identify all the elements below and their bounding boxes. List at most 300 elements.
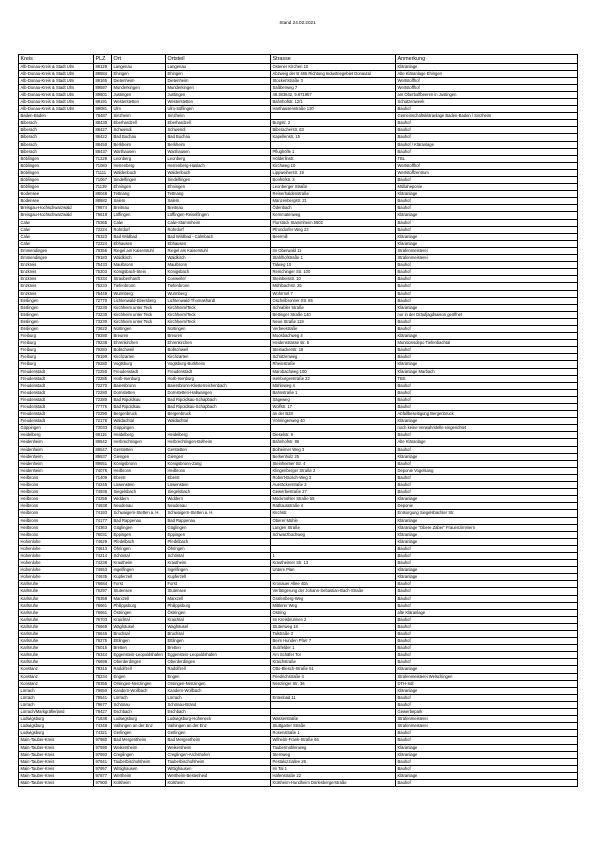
anmerkung-cell: Müllaheponie	[396, 184, 578, 191]
strasse-cell: 48.383642, 9.671957	[271, 91, 396, 98]
kreis-cell: Freiburg	[19, 354, 94, 361]
ort-cell: Calw	[112, 219, 166, 226]
kreis-cell: Main-Tauber-Kreis	[19, 751, 94, 758]
anmerkung-cell: am Oberbolfbeeren in Justingen	[396, 91, 578, 98]
kreis-cell: Freudenstadt	[19, 389, 94, 396]
anmerkung-cell: Bauhof	[396, 730, 578, 737]
plz-cell: 88422	[94, 134, 112, 141]
table-row	[19, 524, 578, 531]
ortsteil-cell: Löwenstein	[166, 482, 271, 489]
kreis-cell: Baden-Baden	[19, 113, 94, 120]
plz-cell: 89542	[94, 439, 112, 446]
ortsteil-cell: Ulm-Söflingen	[166, 106, 271, 113]
plz-cell: 72224	[94, 240, 112, 247]
ort-cell: Baiersbronn	[112, 382, 166, 389]
anmerkung-cell: Bauhof	[396, 325, 578, 332]
strasse-cell	[271, 701, 396, 708]
anmerkung-cell: Kläranlage	[396, 744, 578, 751]
anmerkung-cell: Entsorgung Siegelsbachter Str.	[396, 510, 578, 517]
anmerkung-cell: Schützenweek	[396, 98, 578, 105]
ortsteil-cell: Creglingen-Archshofen	[166, 751, 271, 758]
plz-cell: 73230	[94, 318, 112, 325]
ortsteil-cell: Krautheim	[166, 560, 271, 567]
ort-cell: Breuren	[112, 333, 166, 340]
column-header-ortsteil: Ortsteil	[166, 55, 271, 64]
anmerkung-cell: Bauhof	[396, 404, 578, 411]
kreis-cell: Konstanz	[19, 666, 94, 673]
table-row	[19, 198, 578, 205]
plz-cell: 75203	[94, 269, 112, 276]
plz-cell: 72285	[94, 375, 112, 382]
table-row	[19, 701, 578, 708]
kreis-cell: Breisgau-Hochschwarzwald	[19, 205, 94, 212]
kreis-cell: Karlsruhe	[19, 659, 94, 666]
anmerkung-cell: Bauhof	[396, 347, 578, 354]
plz-cell: 73230	[94, 311, 112, 318]
anmerkung-cell: Bauhof	[396, 290, 578, 297]
anmerkung-cell: Kläranlage Marbach	[396, 368, 578, 375]
anmerkung-cell: Bauhof	[396, 148, 578, 155]
strasse-cell: Kronauer Allee 40a	[271, 581, 396, 588]
table-row	[19, 609, 578, 616]
plz-cell: 74635	[94, 574, 112, 581]
plz-cell: 89165	[94, 77, 112, 84]
kreis-cell: Alb-Donau-Kreis & Stadt Ulm	[19, 63, 94, 70]
strasse-cell	[271, 538, 396, 545]
kreis-cell: Ludwigsburg	[19, 716, 94, 723]
ort-cell: Wurmberg	[112, 290, 166, 297]
anmerkung-cell: Kläranlage "Obere Zaber" Frauenzimmern	[396, 524, 578, 531]
ortsteil-cell: Langenau	[166, 63, 271, 70]
ort-cell: Pfedelbach	[112, 538, 166, 545]
table-row	[19, 354, 578, 361]
plz-cell: 71111	[94, 169, 112, 176]
table-row	[19, 290, 578, 297]
ortsteil-cell: Herrenberg-Haslach	[166, 162, 271, 169]
strasse-cell: Stutenweg 18	[271, 623, 396, 630]
anmerkung-cell: Bauhof	[396, 382, 578, 389]
kreis-cell: Enzkreis	[19, 276, 94, 283]
table-row	[19, 418, 578, 425]
ort-cell: Gerstetten	[112, 446, 166, 453]
kreis-cell: Alb-Donau-Kreis & Stadt Ulm	[19, 77, 94, 84]
ortsteil-cell: Königsbronn-Zang	[166, 460, 271, 467]
anmerkung-cell: Wertstoffzentrum	[396, 169, 578, 176]
plz-cell: 71638	[94, 716, 112, 723]
table-row	[19, 283, 578, 290]
kreis-cell: Main-Tauber-Kreis	[19, 737, 94, 744]
table-row	[19, 545, 578, 552]
anmerkung-cell: Bauhof	[396, 659, 578, 666]
table-row	[19, 751, 578, 758]
table-row	[19, 404, 578, 411]
table-row	[19, 191, 578, 198]
anmerkung-cell: Bauhof	[396, 297, 578, 304]
table-row	[19, 623, 578, 630]
kreis-cell: Karlsruhe	[19, 638, 94, 645]
plz-cell: 89547	[94, 446, 112, 453]
table-row	[19, 567, 578, 574]
ort-cell: Eppingen	[112, 531, 166, 538]
anmerkung-cell: Bauhof	[396, 645, 578, 652]
kreis-cell: Freiburg	[19, 361, 94, 368]
anmerkung-cell: Kläranlage	[396, 361, 578, 368]
strasse-cell: Taubermühlenweg	[271, 744, 396, 751]
ort-cell: Lörrach	[112, 694, 166, 701]
plz-cell: 74321	[94, 730, 112, 737]
ort-cell: Wittighausen	[112, 765, 166, 772]
ort-cell: Freudenstadt	[112, 368, 166, 375]
ort-cell: Dornstetten	[112, 389, 166, 396]
kreis-cell: Biberach	[19, 148, 94, 155]
kreis-cell: Karlsruhe	[19, 631, 94, 638]
strasse-cell: Lippweiherstr. 19	[271, 169, 396, 176]
table-row	[19, 496, 578, 503]
kreis-cell: Alb-Donau-Kreis & Stadt Ulm	[19, 84, 94, 91]
strasse-cell: Talweg 10	[271, 262, 396, 269]
table-row	[19, 737, 578, 744]
table-row	[19, 446, 578, 453]
table-row	[19, 311, 578, 318]
strasse-cell: Ostener Kirchen 10	[271, 63, 396, 70]
ort-cell: Eberhardzell	[112, 120, 166, 127]
anmerkung-cell: Alte Kläranlage Ehingen	[396, 70, 578, 77]
plz-cell: 69115	[94, 432, 112, 439]
kreis-cell: Heilbronn	[19, 503, 94, 510]
strasse-cell: Am Schäfer Tor	[271, 652, 396, 659]
kreis-cell: Freudenstadt	[19, 418, 94, 425]
plz-cell: 78355	[94, 680, 112, 687]
ortsteil-cell: Neudenau	[166, 503, 271, 510]
plz-cell: 76661	[94, 602, 112, 609]
ortsteil-cell	[166, 425, 271, 432]
table-row	[19, 276, 578, 283]
table-row	[19, 638, 578, 645]
ort-cell: Oberderdingen	[112, 659, 166, 666]
plz-cell: 88437	[94, 148, 112, 155]
table-row	[19, 269, 578, 276]
plz-cell: 76669	[94, 623, 112, 630]
plz-cell: 97957	[94, 765, 112, 772]
anmerkung-cell: Bauhof	[396, 623, 578, 630]
table-row	[19, 694, 578, 701]
ortsteil-cell: Oberderdingen	[166, 659, 271, 666]
plz-cell: 72178	[94, 418, 112, 425]
kreis-cell: Biberach	[19, 134, 94, 141]
table-row	[19, 127, 578, 134]
kreis-cell: Heilbronn	[19, 474, 94, 481]
anmerkung-cell: Bauhof	[396, 545, 578, 552]
strasse-cell: Remchinger Str. 100	[271, 269, 396, 276]
ortsteil-cell: Lichtenwald-Thomashardt	[166, 297, 271, 304]
ortsteil-cell: Kirchheim/Teck	[166, 311, 271, 318]
ort-cell: Kupferzell	[112, 574, 166, 581]
plz-cell: 73622	[94, 325, 112, 332]
table-row	[19, 673, 578, 680]
anmerkung-cell: Bauhof	[396, 226, 578, 233]
table-row	[19, 318, 578, 325]
anmerkung-cell: Kläranlage	[396, 517, 578, 524]
anmerkung-cell: Bauhof	[396, 652, 578, 659]
kreis-cell: Calw	[19, 219, 94, 226]
anmerkung-cell: Bauhof	[396, 581, 578, 588]
ort-cell: Bad Mergentheim	[112, 737, 166, 744]
anmerkung-cell: Kläranlage	[396, 212, 578, 219]
table-row	[19, 723, 578, 730]
kreis-cell: Heidenheim	[19, 460, 94, 467]
table-row	[19, 77, 578, 84]
strasse-cell: Bahnhofstr. 86	[271, 439, 396, 446]
strasse-cell: Schützenweg	[271, 354, 396, 361]
ortsteil-cell: Berkheim	[166, 141, 271, 148]
ort-cell: Löffingen	[112, 212, 166, 219]
kreis-cell: Biberach	[19, 141, 94, 148]
plz-cell: 79356	[94, 247, 112, 254]
plz-cell: 76684	[94, 581, 112, 588]
kreis-cell: Freudenstadt	[19, 382, 94, 389]
kreis-cell: Main-Tauber-Kreis	[19, 744, 94, 751]
ortsteil-cell: Waldenbuch	[166, 169, 271, 176]
ort-cell: Kirchheim unter Teck	[112, 318, 166, 325]
kreis-cell: Hohenlohe	[19, 538, 94, 545]
ortsteil-cell: Schwendi	[166, 127, 271, 134]
ort-cell: Salem	[112, 198, 166, 205]
ortsteil-cell: Öhringen	[166, 545, 271, 552]
strasse-cell: Grafenberg-Weg	[271, 595, 396, 602]
table-row	[19, 453, 578, 460]
kreis-cell: Biberach	[19, 120, 94, 127]
ortsteil-cell: Ingelfingen	[166, 567, 271, 574]
ort-cell: Schöntal	[112, 552, 166, 559]
anmerkung-cell: Wertstoffhof	[396, 77, 578, 84]
ortsteil-cell: Weikersheim	[166, 744, 271, 751]
table-row	[19, 560, 578, 567]
kreis-cell: Karlsruhe	[19, 652, 94, 659]
table-row	[19, 134, 578, 141]
ortsteil-cell: Schöntal	[166, 552, 271, 559]
plz-cell: 79650	[94, 687, 112, 694]
ortsteil-cell: Kraichtal	[166, 616, 271, 623]
table-row	[19, 772, 578, 779]
kreis-cell: Calw	[19, 233, 94, 240]
table-row	[19, 141, 578, 148]
table-row	[19, 645, 578, 652]
anmerkung-cell: Kläranlage	[396, 666, 578, 673]
strasse-cell: Im Kreisbrunnen 2	[271, 616, 396, 623]
plz-cell: 75433	[94, 262, 112, 269]
plz-cell: 72250	[94, 368, 112, 375]
table-row	[19, 63, 578, 70]
ort-cell: Forst	[112, 581, 166, 588]
ort-cell: Kirchzarten	[112, 354, 166, 361]
kreis-cell: Karlsruhe	[19, 595, 94, 602]
plz-cell: 74238	[94, 560, 112, 567]
strasse-cell: Wilhelm-Frank-Straße 66	[271, 737, 396, 744]
table-row	[19, 659, 578, 666]
anmerkung-cell: Kläranlage	[396, 531, 578, 538]
strasse-cell: Steinbeisstr. 10	[271, 276, 396, 283]
ort-cell: Ehingen	[112, 70, 166, 77]
anmerkung-cell: DTH-Sdl	[396, 680, 578, 687]
ort-cell: Bad Rappenau	[112, 517, 166, 524]
kreis-cell: Breisgau-Hochschwarzwald	[19, 212, 94, 219]
plz-cell: 89584	[94, 70, 112, 77]
document-date: Stand 24.02.2021	[279, 20, 316, 25]
ort-cell: Orsingen-Nenzingen	[112, 680, 166, 687]
plz-cell: 72290	[94, 411, 112, 418]
strasse-cell: Sternweg	[271, 751, 396, 758]
kreis-cell: Karlsruhe	[19, 645, 94, 652]
table-row	[19, 120, 578, 127]
plz-cell: 74245	[94, 482, 112, 489]
anmerkung-cell: Bauhof	[396, 694, 578, 701]
table-row	[19, 581, 578, 588]
strasse-cell: Mittlerer Weg	[271, 602, 396, 609]
plz-cell: 72270	[94, 382, 112, 389]
plz-cell: 76646	[94, 631, 112, 638]
ort-cell: Östringen	[112, 609, 166, 616]
kreis-cell: Freudenstadt	[19, 404, 94, 411]
kreis-cell: Enzkreis	[19, 290, 94, 297]
anmerkung-cell: Bauhof	[396, 616, 578, 623]
ortsteil-cell: Kandern-Wollbach	[166, 687, 271, 694]
ort-cell: Justingen	[112, 91, 166, 98]
plz-cell: 76344	[94, 652, 112, 659]
ort-cell: Ingelfingen	[112, 567, 166, 574]
table-row	[19, 375, 578, 382]
kreis-cell: Freudenstadt	[19, 375, 94, 382]
table-row	[19, 503, 578, 510]
table-row	[19, 382, 578, 389]
ort-cell: Lichtenwald-Ebersberg	[112, 297, 166, 304]
anmerkung-cell: Bauhof	[396, 602, 578, 609]
anmerkung-cell: Wertstoffhof	[396, 162, 578, 169]
kreis-cell: Böblingen	[19, 169, 94, 176]
ortsteil-cell: Kirchzarten	[166, 354, 271, 361]
ortsteil-cell: Warthausen	[166, 148, 271, 155]
ort-cell: Engen	[112, 673, 166, 680]
ort-cell: Öhringen	[112, 545, 166, 552]
table-row	[19, 411, 578, 418]
column-header-anmerkung: Anmerkung	[396, 55, 578, 64]
ortsteil-cell: Schwaigern-Stetten a. H.	[166, 510, 271, 517]
plz-cell: 89601	[94, 91, 112, 98]
kreis-cell: Freiburg	[19, 340, 94, 347]
strasse-cell: Hafenstraße 22	[271, 772, 396, 779]
ort-cell: Herbrechtingen	[112, 439, 166, 446]
ort-cell: Breitnau	[112, 205, 166, 212]
ort-cell: Riegel am Kaiserstuhl	[112, 247, 166, 254]
ort-cell: Weikersheim	[112, 744, 166, 751]
strasse-cell: Ödenbach	[271, 205, 396, 212]
anmerkung-cell: Kläranlage	[396, 538, 578, 545]
plz-cell: 76703	[94, 616, 112, 623]
ort-cell: Philippsburg	[112, 602, 166, 609]
plz-cell: 71229	[94, 155, 112, 162]
table-row	[19, 333, 578, 340]
kreis-cell: Esslingen	[19, 297, 94, 304]
strasse-cell: Külsheim-Hundheim Dörlesbergerstraße	[271, 779, 396, 786]
ort-cell: Königsbronn	[112, 460, 166, 467]
kreis-cell: Heilbronn	[19, 496, 94, 503]
kreis-cell: Heilbronn	[19, 524, 94, 531]
anmerkung-cell: Bauhof	[396, 460, 578, 467]
ortsteil-cell: Wertheim-Bestenheid	[166, 772, 271, 779]
plz-cell: 97900	[94, 779, 112, 786]
plz-cell: 71409	[94, 474, 112, 481]
strasse-cell: Flurstück Stammheim 5502	[271, 219, 396, 226]
strasse-cell: Stockertstraße 3	[271, 77, 396, 84]
plz-cell: 88450	[94, 141, 112, 148]
plz-cell: 74936	[94, 489, 112, 496]
ort-cell: Heilbronn	[112, 467, 166, 474]
anmerkung-cell: Strafenmeisterei	[396, 255, 578, 262]
kreis-cell: Ludwigsburg	[19, 730, 94, 737]
anmerkung-cell: TBS	[396, 375, 578, 382]
plz-cell: 75233	[94, 283, 112, 290]
ortsteil-cell: Tiefenbronn	[166, 283, 271, 290]
table-row	[19, 106, 578, 113]
anmerkung-cell: Bauhof	[396, 701, 578, 708]
strasse-cell: Beermill	[271, 233, 396, 240]
plz-cell: 77776	[94, 404, 112, 411]
plz-cell: 74076	[94, 467, 112, 474]
table-row	[19, 169, 578, 176]
ortsteil-cell: Salem	[166, 198, 271, 205]
strasse-cell: Pflughöfle 1	[271, 148, 396, 155]
kreis-cell: Enzkreis	[19, 283, 94, 290]
kreis-cell: Heilbronn	[19, 482, 94, 489]
strasse-cell: Moosbachweg 4	[271, 333, 396, 340]
anmerkung-cell: Bauhof	[396, 354, 578, 361]
anmerkung-cell: Strafenmeisterei	[396, 716, 578, 723]
strasse-cell: Stahlhofstraße 1	[271, 255, 396, 262]
anmerkung-cell: Bauhof	[396, 560, 578, 567]
ortsteil-cell: Widdern	[166, 496, 271, 503]
ortsteil-cell: Waldachtal	[166, 418, 271, 425]
ortsteil-cell: Bretten	[166, 645, 271, 652]
anmerkung-cell: Bauhof / Kläranlage	[396, 141, 578, 148]
column-header-ort: Ort	[112, 55, 166, 64]
table-row	[19, 325, 578, 332]
plz-cell: 89129	[94, 63, 112, 70]
plz-cell: 76297	[94, 588, 112, 595]
plz-cell: 88682	[94, 198, 112, 205]
ortsteil-cell: Bad Ripoldsau-Schapbach	[166, 396, 271, 403]
table-row	[19, 588, 578, 595]
table-row	[19, 716, 578, 723]
anmerkung-cell: Bauhof	[396, 276, 578, 283]
ort-cell: Marxzell	[112, 595, 166, 602]
plz-cell: 74177	[94, 517, 112, 524]
ort-cell: Nürtingen	[112, 325, 166, 332]
ort-cell: Bad Ripoldsau	[112, 396, 166, 403]
ort-cell: Herrenberg	[112, 162, 166, 169]
table-row	[19, 205, 578, 212]
strasse-cell: Bahnstraße 1	[271, 389, 396, 396]
plz-cell: 97980	[94, 737, 112, 744]
strasse-cell: Vöhringenweg 40	[271, 418, 396, 425]
table-row	[19, 779, 578, 786]
ortsteil-cell: Lörrach	[166, 694, 271, 701]
plz-cell: 74193	[94, 510, 112, 517]
table-header-row	[19, 55, 578, 64]
ortsteil-cell: Tauberbischofsheim	[166, 758, 271, 765]
ortsteil-cell: Freudenstadt	[166, 368, 271, 375]
strasse-cell: 1	[271, 552, 396, 559]
strasse-cell: Manzenbergstr. 21	[271, 198, 396, 205]
strasse-cell: Pestalozziallee 26	[271, 758, 396, 765]
